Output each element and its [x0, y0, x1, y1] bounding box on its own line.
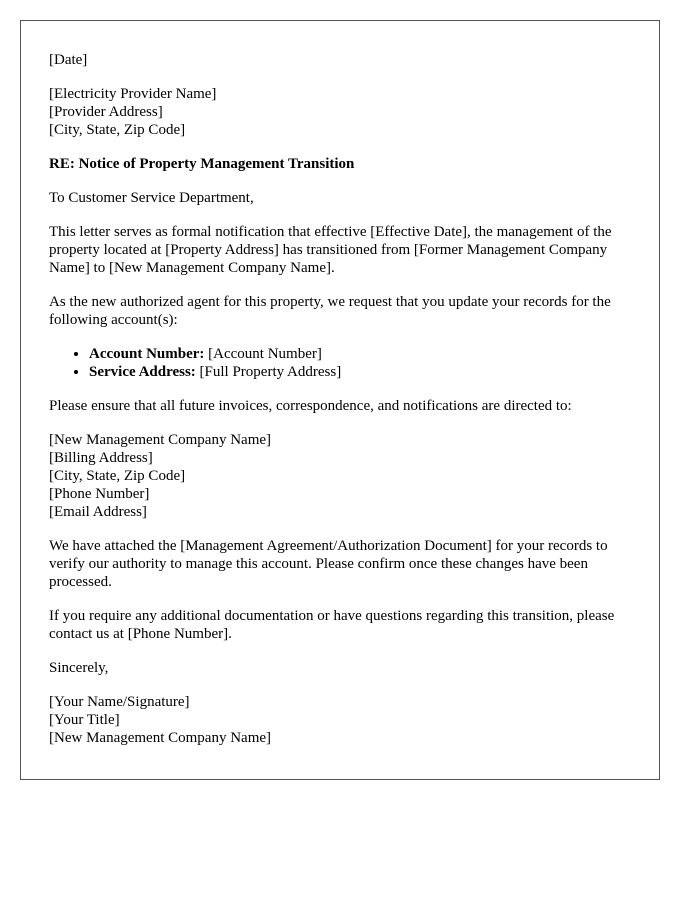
account-number-value: [Account Number]	[204, 346, 322, 362]
new-company-city-state-zip: [City, State, Zip Code]	[49, 468, 186, 484]
signature-company: [New Management Company Name]	[49, 730, 272, 746]
provider-city-state-zip: [City, State, Zip Code]	[49, 122, 186, 138]
paragraph-attachment: We have attached the [Management Agreement/Authorization Document] for your records to verify our authority to manage this account. Please confirm once these changes have been processed.	[49, 538, 608, 590]
list-item-service-address	[89, 363, 631, 381]
letter-document	[20, 20, 660, 780]
list-item-account-number	[89, 345, 631, 363]
provider-name: [Electricity Provider Name]	[49, 86, 217, 102]
closing: Sincerely,	[49, 660, 109, 676]
provider-address-block	[49, 85, 631, 139]
service-address-value: [Full Property Address]	[195, 364, 342, 380]
signature-block	[49, 693, 631, 747]
subject-line: RE: Notice of Property Management Transition	[49, 156, 355, 172]
new-company-email: [Email Address]	[49, 504, 147, 520]
paragraph-notification: This letter serves as formal notification that effective [Effective Date], the management of the property located at [Property Address] has transitioned from [Former Management Company Name] to [New Management Company Name].	[49, 224, 612, 276]
letter-date: [Date]	[49, 52, 88, 68]
paragraph-direct-to: Please ensure that all future invoices, correspondence, and notifications are directed to:	[49, 398, 572, 414]
new-company-name: [New Management Company Name]	[49, 432, 272, 448]
account-list	[49, 345, 631, 381]
new-company-phone: [Phone Number]	[49, 486, 150, 502]
new-company-address-block	[49, 431, 631, 521]
provider-address: [Provider Address]	[49, 104, 163, 120]
letter-date-block	[49, 51, 631, 69]
signature-title: [Your Title]	[49, 712, 120, 728]
signature-name: [Your Name/Signature]	[49, 694, 190, 710]
service-address-label: Service Address:	[89, 364, 196, 380]
new-company-billing-address: [Billing Address]	[49, 450, 153, 466]
paragraph-contact: If you require any additional documentation or have questions regarding this transition, please contact us at [Phone Number].	[49, 608, 615, 642]
account-number-label: Account Number:	[89, 346, 205, 362]
salutation: To Customer Service Department,	[49, 190, 254, 206]
paragraph-request: As the new authorized agent for this property, we request that you update your records for the following account(s):	[49, 294, 611, 328]
